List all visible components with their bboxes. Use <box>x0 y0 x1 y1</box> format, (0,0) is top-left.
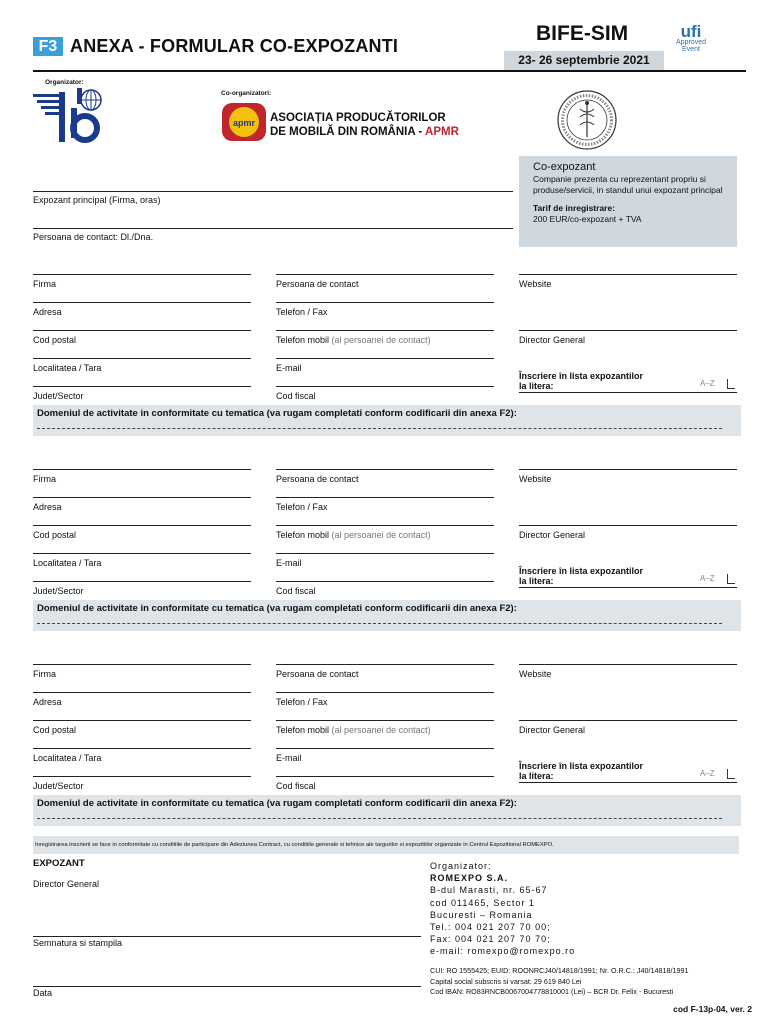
block-3-mobil-field[interactable] <box>276 720 494 721</box>
block-3-localitate-label <box>33 753 101 763</box>
block-2-cod-postal-text: Cod postal <box>33 530 77 540</box>
legal-info <box>430 966 688 998</box>
org-address-2: cod 011465, Sector 1 <box>430 897 535 908</box>
event-dates: 23- 26 septembrie 2021 <box>504 51 664 70</box>
block-3-adresa-field[interactable] <box>33 692 251 693</box>
apmr-name <box>270 111 459 139</box>
tariff-value: 200 EUR/co-expozant + TVA <box>533 214 642 224</box>
block-3-adresa-label <box>33 697 62 707</box>
block-1-letter-box[interactable] <box>727 379 735 389</box>
legal-line-2: Capital social subscris si varsat: 29 619 840 Lei <box>430 976 582 986</box>
block-3-activity-label: Domeniul de activitate in conformitate cu tematica (va rugam completati conform codificarii din anexa F2): <box>37 798 517 809</box>
block-3-telefon-field[interactable] <box>276 692 494 693</box>
block-2-adresa-label <box>33 502 62 512</box>
block-1-mobil-text: Telefon mobil <box>276 335 330 345</box>
block-3-firma-label <box>33 669 56 679</box>
block-2-firma-label <box>33 474 56 484</box>
block-2-firma-text: Firma <box>33 474 56 484</box>
block-3-firma-text: Firma <box>33 669 56 679</box>
coexpozant-heading: Co-expozant <box>533 161 596 173</box>
block-2-mobil-label <box>276 530 431 540</box>
block-2-telefon-label <box>276 502 328 512</box>
block-2-localitate-label <box>33 558 101 568</box>
block-2-adresa-text: Adresa <box>33 502 62 512</box>
form-badge: F3 <box>33 37 63 56</box>
org-tel: Tel.: 004 021 207 70 00; <box>430 922 551 933</box>
block-3-website-field[interactable] <box>519 664 737 665</box>
block-1-email-field[interactable] <box>276 358 494 359</box>
coorganizer-label: Co-organizatori: <box>221 90 272 97</box>
block-1-director-text: Director General <box>519 335 586 345</box>
apmr-line2-a: DE MOBILĂ DIN ROMÂNIA - <box>270 126 426 138</box>
block-3-cod-fiscal-text: Cod fiscal <box>276 781 316 791</box>
block-1-judet-field[interactable] <box>33 386 251 387</box>
block-2-director-label <box>519 530 585 540</box>
block-2-telefon-text: Telefon / Fax <box>276 502 328 512</box>
block-3-cod-postal-label <box>33 725 76 735</box>
org-email: e-mail: romexpo@romexpo.ro <box>430 946 576 957</box>
block-1-website-label <box>519 279 551 289</box>
block-2-cod-fiscal-field[interactable] <box>276 581 494 582</box>
block-3-email-text: E-mail <box>276 753 302 763</box>
block-1-telefon-label <box>276 307 328 317</box>
block-2-localitate-text: Localitatea / Tara <box>33 558 102 568</box>
block-1-director-label <box>519 335 585 345</box>
block-1-activity-domain <box>33 405 741 436</box>
block-3-mobil-text: Telefon mobil <box>276 725 330 735</box>
block-1-cod-fiscal-label <box>276 391 316 401</box>
block-3-firma-field[interactable] <box>33 664 251 665</box>
block-1-cod-postal-field[interactable] <box>33 330 251 331</box>
block-1-email-label <box>276 363 302 373</box>
block-2-letter-field[interactable] <box>519 587 737 588</box>
signature-field[interactable] <box>33 936 421 937</box>
block-2-activity-domain <box>33 600 741 631</box>
block-1-az-hint: A–Z <box>700 379 715 388</box>
coexpozant-description: Companie prezenta cu reprezentant propriu si produse/servicii, in standul unui expozant principal <box>533 174 723 195</box>
block-3-judet-text: Judet/Sector <box>33 781 84 791</box>
block-3-az-hint: A–Z <box>700 769 715 778</box>
block-1-telefon-field[interactable] <box>276 302 494 303</box>
block-3-director-label <box>519 725 585 735</box>
block-2-az-hint: A–Z <box>700 574 715 583</box>
block-1-cod-postal-label <box>33 335 76 345</box>
form-code: cod F-13p-04, ver. 2 <box>673 1004 752 1014</box>
block-1-persoana-label <box>276 279 359 289</box>
principal-field[interactable] <box>33 191 513 192</box>
block-1-adresa-text: Adresa <box>33 307 62 317</box>
apmr-logo-text: apmr <box>232 118 256 128</box>
apmr-line2 <box>270 125 459 139</box>
org-address-1: B-dul Marasti, nr. 65-67 <box>430 885 548 896</box>
block-2-website-label <box>519 474 551 484</box>
block-3-cod-fiscal-label <box>276 781 316 791</box>
header-divider <box>33 70 746 72</box>
block-2-activity-label: Domeniul de activitate in conformitate cu tematica (va rugam completati conform codificarii din anexa F2): <box>37 603 517 614</box>
date-label: Data <box>33 988 53 998</box>
block-3-localitate-field[interactable] <box>33 748 251 749</box>
org-name: ROMEXPO S.A. <box>430 873 509 884</box>
org-fax: Fax: 004 021 207 70 70; <box>430 934 551 945</box>
block-3-listing-letter <box>519 761 643 781</box>
block-2-email-text: E-mail <box>276 558 302 568</box>
registration-note: Inregistrarea inscrierii se face in conformitate cu conditiile de participare din Adeziunea Contract, cu conditiile generale si tehnice ale targurilor si expozitiilor organizate in Centrul Expozitional ROMEXPO. <box>33 836 739 854</box>
director-signature-label: Director General <box>33 879 100 889</box>
legal-line-1: CUI: RO 1555425; EUID: ROONRCJ40/14818/1991; Nr. O.R.C.: J40/14818/1991 <box>430 966 689 975</box>
block-2-listing-line1: Înscriere în lista expozantilor <box>519 566 644 576</box>
block-2-localitate-field[interactable] <box>33 553 251 554</box>
block-2-mobil-field[interactable] <box>276 525 494 526</box>
coexpozant-panel <box>519 156 737 247</box>
principal-label: Expozant principal (Firma, oras) <box>33 195 161 205</box>
block-3-email-field[interactable] <box>276 748 494 749</box>
block-3-cod-postal-text: Cod postal <box>33 725 77 735</box>
block-3-director-text: Director General <box>519 725 586 735</box>
apmr-logo <box>222 103 266 141</box>
signature-label: Semnatura si stampila <box>33 938 123 948</box>
block-2-persoana-field[interactable] <box>276 469 494 470</box>
block-1-email-text: E-mail <box>276 363 302 373</box>
contact-label: Persoana de contact: Dl./Dna. <box>33 232 154 242</box>
block-1-cod-fiscal-text: Cod fiscal <box>276 391 316 401</box>
block-1-listing-letter <box>519 371 643 391</box>
block-3-mobil-label <box>276 725 431 735</box>
block-2-activity-field[interactable] <box>37 623 722 624</box>
block-1-adresa-label <box>33 307 62 317</box>
block-3-letter-box[interactable] <box>727 769 735 779</box>
block-1-firma-text: Firma <box>33 279 56 289</box>
block-3-cod-fiscal-field[interactable] <box>276 776 494 777</box>
block-1-website-field[interactable] <box>519 274 737 275</box>
block-1-website-text: Website <box>519 279 552 289</box>
expozant-heading: EXPOZANT <box>33 858 85 869</box>
block-3-judet-field[interactable] <box>33 776 251 777</box>
block-1-judet-label <box>33 391 84 401</box>
organizer-label: Organizator: <box>45 79 84 86</box>
block-1-activity-field[interactable] <box>37 428 722 429</box>
block-1-judet-text: Judet/Sector <box>33 391 84 401</box>
legal-line-3: Cod IBAN: RO83RNCB0067004778810001 (Lei) – BCR Dr. Felix - Bucuresti <box>430 987 674 996</box>
block-3-email-label <box>276 753 302 763</box>
block-2-email-label <box>276 558 302 568</box>
block-3-persoana-label <box>276 669 359 679</box>
event-brand: BIFE-SIM <box>536 22 629 45</box>
block-3-adresa-text: Adresa <box>33 697 62 707</box>
block-2-cod-fiscal-label <box>276 586 316 596</box>
block-2-listing-letter <box>519 566 643 586</box>
block-2-director-text: Director General <box>519 530 586 540</box>
block-3-localitate-text: Localitatea / Tara <box>33 753 102 763</box>
block-3-letter-field[interactable] <box>519 782 737 783</box>
block-2-listing-line2: la litera: <box>519 576 554 586</box>
block-3-cod-postal-field[interactable] <box>33 720 251 721</box>
block-1-cod-fiscal-field[interactable] <box>276 386 494 387</box>
block-2-cod-fiscal-text: Cod fiscal <box>276 586 316 596</box>
block-1-listing-line2: la litera: <box>519 381 554 391</box>
block-2-persoana-text: Persoana de contact <box>276 474 359 484</box>
block-2-cod-postal-label <box>33 530 76 540</box>
block-1-telefon-text: Telefon / Fax <box>276 307 328 317</box>
apmr-line1: ASOCIAȚIA PRODUCĂTORILOR <box>270 112 446 124</box>
block-1-localitate-label <box>33 363 101 373</box>
block-1-cod-postal-text: Cod postal <box>33 335 77 345</box>
block-3-website-label <box>519 669 551 679</box>
block-3-judet-label <box>33 781 84 791</box>
block-3-listing-line2: la litera: <box>519 771 554 781</box>
page-title: ANEXA - FORMULAR CO-EXPOZANTI <box>70 36 399 56</box>
block-1-localitate-text: Localitatea / Tara <box>33 363 102 373</box>
block-1-mobil-field[interactable] <box>276 330 494 331</box>
block-1-listing-line1: Înscriere în lista expozantilor <box>519 371 644 381</box>
ufi-logo-text: ufi <box>680 22 702 41</box>
org-label: Organizator: <box>430 861 492 871</box>
block-1-mobil-note: (al persoanei de contact) <box>331 335 431 345</box>
block-1-letter-field[interactable] <box>519 392 737 393</box>
org-address-3: Bucuresti – Romania <box>430 909 533 920</box>
organizer-logo <box>33 88 105 146</box>
romexpo-contact <box>430 860 575 958</box>
apmr-acronym: APMR <box>425 126 459 138</box>
ufi-event: Event <box>682 46 700 53</box>
block-2-email-field[interactable] <box>276 553 494 554</box>
block-1-mobil-label <box>276 335 431 345</box>
block-1-persoana-text: Persoana de contact <box>276 279 359 289</box>
block-2-judet-label <box>33 586 84 596</box>
block-2-telefon-field[interactable] <box>276 497 494 498</box>
block-3-mobil-note: (al persoanei de contact) <box>331 725 431 735</box>
block-2-website-text: Website <box>519 474 552 484</box>
block-1-activity-label: Domeniul de activitate in conformitate cu tematica (va rugam completati conform codificarii din anexa F2): <box>37 408 517 419</box>
block-1-firma-label <box>33 279 56 289</box>
block-1-persoana-field[interactable] <box>276 274 494 275</box>
block-1-firma-field[interactable] <box>33 274 251 275</box>
date-field[interactable] <box>33 986 421 987</box>
block-2-director-field[interactable] <box>519 525 737 526</box>
block-1-adresa-field[interactable] <box>33 302 251 303</box>
block-3-persoana-field[interactable] <box>276 664 494 665</box>
block-3-website-text: Website <box>519 669 552 679</box>
block-3-activity-field[interactable] <box>37 818 722 819</box>
block-2-website-field[interactable] <box>519 469 737 470</box>
block-3-listing-line1: Înscriere în lista expozantilor <box>519 761 644 771</box>
ufi-approved: Approved <box>676 39 706 46</box>
block-3-director-field[interactable] <box>519 720 737 721</box>
block-3-telefon-text: Telefon / Fax <box>276 697 328 707</box>
block-3-persoana-text: Persoana de contact <box>276 669 359 679</box>
block-2-firma-field[interactable] <box>33 469 251 470</box>
block-2-mobil-note: (al persoanei de contact) <box>331 530 431 540</box>
block-2-cod-postal-field[interactable] <box>33 525 251 526</box>
block-1-director-field[interactable] <box>519 330 737 331</box>
block-2-mobil-text: Telefon mobil <box>276 530 330 540</box>
block-2-persoana-label <box>276 474 359 484</box>
block-2-adresa-field[interactable] <box>33 497 251 498</box>
chamber-seal-icon <box>556 89 618 151</box>
block-2-judet-field[interactable] <box>33 581 251 582</box>
block-3-telefon-label <box>276 697 328 707</box>
ufi-logo <box>668 24 714 53</box>
block-1-localitate-field[interactable] <box>33 358 251 359</box>
block-2-letter-box[interactable] <box>727 574 735 584</box>
block-2-judet-text: Judet/Sector <box>33 586 84 596</box>
tariff-label: Tarif de inregistrare: <box>533 203 616 213</box>
contact-field[interactable] <box>33 228 513 229</box>
block-3-activity-domain <box>33 795 741 826</box>
